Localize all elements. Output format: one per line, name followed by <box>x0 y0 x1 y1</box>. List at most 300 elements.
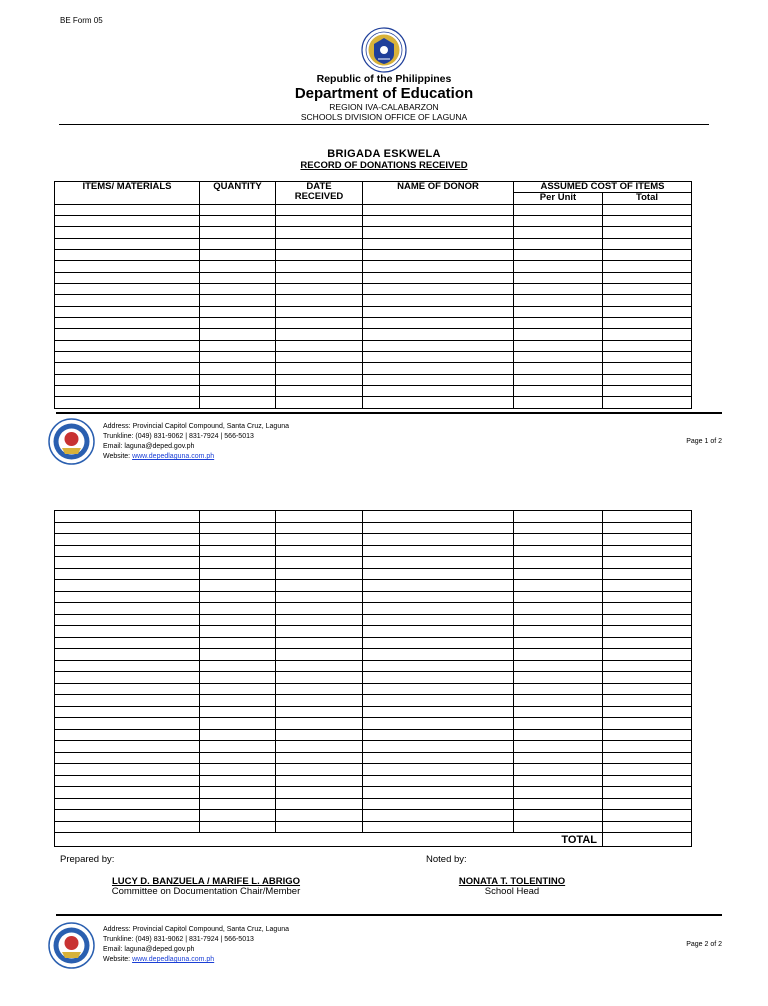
table-cell[interactable] <box>363 614 514 626</box>
table-cell[interactable] <box>276 821 363 833</box>
table-cell[interactable] <box>276 729 363 741</box>
table-cell[interactable] <box>200 672 276 684</box>
table-cell[interactable] <box>276 603 363 615</box>
table-cell[interactable] <box>603 204 692 215</box>
footer-divider-page2 <box>56 914 722 916</box>
table-cell[interactable] <box>200 764 276 776</box>
table-cell[interactable] <box>200 215 276 226</box>
table-cell[interactable] <box>514 660 603 672</box>
table-cell[interactable] <box>55 626 200 638</box>
table-cell[interactable] <box>363 557 514 569</box>
table-cell[interactable] <box>603 534 692 546</box>
noted-by-label: Noted by: <box>426 854 467 865</box>
table-cell[interactable] <box>276 249 363 260</box>
table-cell[interactable] <box>363 672 514 684</box>
table-cell[interactable] <box>200 557 276 569</box>
table-cell[interactable] <box>514 787 603 799</box>
table-cell[interactable] <box>514 522 603 534</box>
table-cell[interactable] <box>363 545 514 557</box>
table-cell[interactable] <box>363 227 514 238</box>
table-cell[interactable] <box>514 283 603 294</box>
table-cell[interactable] <box>363 511 514 523</box>
table-row <box>55 729 692 741</box>
table-cell[interactable] <box>276 810 363 822</box>
table-cell[interactable] <box>55 798 200 810</box>
table-cell[interactable] <box>276 374 363 385</box>
table-cell[interactable] <box>276 764 363 776</box>
table-cell[interactable] <box>200 614 276 626</box>
table-cell[interactable] <box>276 568 363 580</box>
table-cell[interactable] <box>200 363 276 374</box>
table-cell[interactable] <box>276 204 363 215</box>
division-logo-icon <box>48 418 95 465</box>
table-cell[interactable] <box>55 821 200 833</box>
table-cell[interactable] <box>603 672 692 684</box>
table-cell[interactable] <box>276 351 363 362</box>
table-cell[interactable] <box>603 557 692 569</box>
table-cell[interactable] <box>514 741 603 753</box>
table-cell[interactable] <box>514 695 603 707</box>
table-cell[interactable] <box>200 306 276 317</box>
table-cell[interactable] <box>276 317 363 328</box>
table-cell[interactable] <box>55 810 200 822</box>
table-cell[interactable] <box>55 374 200 385</box>
table-cell[interactable] <box>200 706 276 718</box>
table-cell[interactable] <box>55 363 200 374</box>
table-cell[interactable] <box>363 764 514 776</box>
footer-trunkline: Trunkline: (049) 831-9062 | 831-7924 | 566-5013 <box>103 936 254 943</box>
table-cell[interactable] <box>200 729 276 741</box>
table-cell[interactable] <box>514 810 603 822</box>
table-cell[interactable] <box>200 741 276 753</box>
table-cell[interactable] <box>55 534 200 546</box>
table-row <box>55 557 692 569</box>
table-cell[interactable] <box>603 810 692 822</box>
table-cell[interactable] <box>514 568 603 580</box>
table-cell[interactable] <box>55 545 200 557</box>
table-cell[interactable] <box>363 351 514 362</box>
table-row <box>55 649 692 661</box>
table-cell[interactable] <box>603 374 692 385</box>
table-cell[interactable] <box>200 580 276 592</box>
website-link[interactable]: www.depedlaguna.com.ph <box>132 453 215 460</box>
table-cell[interactable] <box>514 385 603 396</box>
table-cell[interactable] <box>603 706 692 718</box>
table-cell[interactable] <box>55 295 200 306</box>
table-cell[interactable] <box>276 329 363 340</box>
table-cell[interactable] <box>55 614 200 626</box>
table-cell[interactable] <box>603 385 692 396</box>
table-cell[interactable] <box>363 752 514 764</box>
table-row <box>55 215 692 226</box>
table-cell[interactable] <box>603 215 692 226</box>
table-cell[interactable] <box>276 706 363 718</box>
table-cell[interactable] <box>514 729 603 741</box>
total-value-cell[interactable] <box>603 833 692 847</box>
table-cell[interactable] <box>363 272 514 283</box>
table-cell[interactable] <box>514 614 603 626</box>
table-cell[interactable] <box>200 810 276 822</box>
table-cell[interactable] <box>55 568 200 580</box>
table-cell[interactable] <box>363 306 514 317</box>
table-cell[interactable] <box>200 683 276 695</box>
table-cell[interactable] <box>514 649 603 661</box>
table-row <box>55 534 692 546</box>
table-cell[interactable] <box>363 340 514 351</box>
table-cell[interactable] <box>55 591 200 603</box>
table-cell[interactable] <box>363 649 514 661</box>
table-cell[interactable] <box>276 385 363 396</box>
table-cell[interactable] <box>603 603 692 615</box>
table-cell[interactable] <box>276 522 363 534</box>
table-cell[interactable] <box>200 249 276 260</box>
table-cell[interactable] <box>514 545 603 557</box>
table-cell[interactable] <box>514 374 603 385</box>
table-cell[interactable] <box>603 637 692 649</box>
table-cell[interactable] <box>276 215 363 226</box>
table-row <box>55 295 692 306</box>
table-cell[interactable] <box>276 238 363 249</box>
table-cell[interactable] <box>276 787 363 799</box>
table-cell[interactable] <box>55 706 200 718</box>
table-cell[interactable] <box>55 603 200 615</box>
table-cell[interactable] <box>514 363 603 374</box>
table-cell[interactable] <box>603 821 692 833</box>
table-cell[interactable] <box>603 787 692 799</box>
table-cell[interactable] <box>276 545 363 557</box>
table-cell[interactable] <box>55 238 200 249</box>
table-cell[interactable] <box>514 306 603 317</box>
table-cell[interactable] <box>200 775 276 787</box>
table-cell[interactable] <box>276 798 363 810</box>
table-cell[interactable] <box>55 683 200 695</box>
table-cell[interactable] <box>363 798 514 810</box>
table-cell[interactable] <box>603 764 692 776</box>
table-cell[interactable] <box>514 718 603 730</box>
table-cell[interactable] <box>55 787 200 799</box>
table-cell[interactable] <box>276 626 363 638</box>
table-cell[interactable] <box>603 340 692 351</box>
table-cell[interactable] <box>200 798 276 810</box>
table-cell[interactable] <box>55 672 200 684</box>
table-cell[interactable] <box>514 821 603 833</box>
table-cell[interactable] <box>276 557 363 569</box>
table-cell[interactable] <box>603 295 692 306</box>
table-cell[interactable] <box>276 340 363 351</box>
table-cell[interactable] <box>603 317 692 328</box>
table-row <box>55 317 692 328</box>
table-cell[interactable] <box>55 329 200 340</box>
table-cell[interactable] <box>55 649 200 661</box>
table-cell[interactable] <box>603 545 692 557</box>
table-cell[interactable] <box>363 534 514 546</box>
table-cell[interactable] <box>514 672 603 684</box>
footer-trunkline: Trunkline: (049) 831-9062 | 831-7924 | 566-5013 <box>103 433 254 440</box>
table-cell[interactable] <box>55 775 200 787</box>
table-cell[interactable] <box>276 272 363 283</box>
table-cell[interactable] <box>514 261 603 272</box>
table-cell[interactable] <box>514 340 603 351</box>
table-cell[interactable] <box>55 764 200 776</box>
table-cell[interactable] <box>55 660 200 672</box>
table-cell[interactable] <box>55 385 200 396</box>
table-cell[interactable] <box>55 397 200 408</box>
table-cell[interactable] <box>55 351 200 362</box>
table-cell[interactable] <box>363 249 514 260</box>
table-cell[interactable] <box>363 603 514 615</box>
table-cell[interactable] <box>200 329 276 340</box>
table-cell[interactable] <box>200 603 276 615</box>
table-cell[interactable] <box>603 729 692 741</box>
table-cell[interactable] <box>603 272 692 283</box>
table-cell[interactable] <box>200 522 276 534</box>
table-cell[interactable] <box>363 215 514 226</box>
table-cell[interactable] <box>514 706 603 718</box>
table-cell[interactable] <box>276 295 363 306</box>
table-cell[interactable] <box>200 591 276 603</box>
table-cell[interactable] <box>200 752 276 764</box>
table-cell[interactable] <box>276 591 363 603</box>
table-cell[interactable] <box>363 204 514 215</box>
table-cell[interactable] <box>276 283 363 294</box>
table-cell[interactable] <box>363 261 514 272</box>
table-cell[interactable] <box>514 683 603 695</box>
table-cell[interactable] <box>514 626 603 638</box>
table-cell[interactable] <box>55 227 200 238</box>
noter-role: School Head <box>484 886 540 897</box>
table-cell[interactable] <box>514 775 603 787</box>
table-cell[interactable] <box>363 363 514 374</box>
table-cell[interactable] <box>200 718 276 730</box>
table-cell[interactable] <box>514 798 603 810</box>
table-cell[interactable] <box>55 272 200 283</box>
table-cell[interactable] <box>55 752 200 764</box>
table-cell[interactable] <box>514 238 603 249</box>
prepared-by-label: Prepared by: <box>60 854 115 865</box>
table-cell[interactable] <box>200 397 276 408</box>
table-cell[interactable] <box>363 522 514 534</box>
table-cell[interactable] <box>363 397 514 408</box>
table-cell[interactable] <box>55 637 200 649</box>
table-cell[interactable] <box>55 741 200 753</box>
table-cell[interactable] <box>363 695 514 707</box>
table-cell[interactable] <box>363 374 514 385</box>
table-cell[interactable] <box>514 637 603 649</box>
table-cell[interactable] <box>276 637 363 649</box>
table-cell[interactable] <box>603 752 692 764</box>
table-row <box>55 568 692 580</box>
table-cell[interactable] <box>514 557 603 569</box>
table-cell[interactable] <box>276 227 363 238</box>
deped-seal-icon <box>361 27 407 73</box>
table-cell[interactable] <box>55 261 200 272</box>
table-cell[interactable] <box>276 741 363 753</box>
table-cell[interactable] <box>276 580 363 592</box>
table-cell[interactable] <box>200 660 276 672</box>
table-cell[interactable] <box>603 363 692 374</box>
col-quantity: QUANTITY <box>200 182 276 205</box>
table-cell[interactable] <box>200 238 276 249</box>
table-cell[interactable] <box>363 821 514 833</box>
table-cell[interactable] <box>55 249 200 260</box>
table-cell[interactable] <box>200 204 276 215</box>
table-cell[interactable] <box>363 718 514 730</box>
table-cell[interactable] <box>363 787 514 799</box>
table-cell[interactable] <box>363 626 514 638</box>
table-cell[interactable] <box>603 261 692 272</box>
table-cell[interactable] <box>363 591 514 603</box>
table-cell[interactable] <box>276 683 363 695</box>
table-cell[interactable] <box>603 614 692 626</box>
header-divider <box>59 124 709 125</box>
table-cell[interactable] <box>603 660 692 672</box>
table-cell[interactable] <box>200 821 276 833</box>
table-cell[interactable] <box>276 672 363 684</box>
table-row <box>55 764 692 776</box>
table-cell[interactable] <box>276 397 363 408</box>
table-cell[interactable] <box>363 741 514 753</box>
table-cell[interactable] <box>200 787 276 799</box>
table-cell[interactable] <box>55 317 200 328</box>
table-cell[interactable] <box>55 306 200 317</box>
table-cell[interactable] <box>200 261 276 272</box>
table-cell[interactable] <box>276 718 363 730</box>
table-cell[interactable] <box>276 511 363 523</box>
table-cell[interactable] <box>603 718 692 730</box>
table-cell[interactable] <box>514 591 603 603</box>
table-cell[interactable] <box>200 695 276 707</box>
table-cell[interactable] <box>603 227 692 238</box>
table-cell[interactable] <box>603 683 692 695</box>
table-cell[interactable] <box>603 695 692 707</box>
table-cell[interactable] <box>363 295 514 306</box>
table-cell[interactable] <box>514 764 603 776</box>
table-cell[interactable] <box>200 374 276 385</box>
table-cell[interactable] <box>514 317 603 328</box>
table-cell[interactable] <box>200 626 276 638</box>
table-cell[interactable] <box>363 706 514 718</box>
table-cell[interactable] <box>363 283 514 294</box>
table-cell[interactable] <box>603 306 692 317</box>
table-cell[interactable] <box>55 511 200 523</box>
table-cell[interactable] <box>514 204 603 215</box>
table-row <box>55 261 692 272</box>
table-cell[interactable] <box>276 306 363 317</box>
table-cell[interactable] <box>603 238 692 249</box>
table-cell[interactable] <box>363 637 514 649</box>
table-cell[interactable] <box>55 718 200 730</box>
table-cell[interactable] <box>514 329 603 340</box>
table-row <box>55 591 692 603</box>
table-cell[interactable] <box>200 340 276 351</box>
table-cell[interactable] <box>603 522 692 534</box>
table-cell[interactable] <box>363 329 514 340</box>
table-cell[interactable] <box>603 591 692 603</box>
table-cell[interactable] <box>200 227 276 238</box>
table-cell[interactable] <box>363 580 514 592</box>
table-cell[interactable] <box>514 295 603 306</box>
table-cell[interactable] <box>514 272 603 283</box>
table-cell[interactable] <box>514 227 603 238</box>
table-cell[interactable] <box>276 660 363 672</box>
table-cell[interactable] <box>55 204 200 215</box>
website-link[interactable]: www.depedlaguna.com.ph <box>132 956 215 963</box>
table-cell[interactable] <box>363 810 514 822</box>
table-cell[interactable] <box>276 534 363 546</box>
table-cell[interactable] <box>514 215 603 226</box>
table-cell[interactable] <box>200 649 276 661</box>
table-cell[interactable] <box>514 752 603 764</box>
table-cell[interactable] <box>276 775 363 787</box>
table-cell[interactable] <box>363 775 514 787</box>
table-cell[interactable] <box>200 351 276 362</box>
table-cell[interactable] <box>200 534 276 546</box>
table-cell[interactable] <box>200 317 276 328</box>
table-cell[interactable] <box>276 695 363 707</box>
table-cell[interactable] <box>200 637 276 649</box>
table-cell[interactable] <box>200 283 276 294</box>
table-cell[interactable] <box>603 775 692 787</box>
table-cell[interactable] <box>514 534 603 546</box>
table-cell[interactable] <box>363 660 514 672</box>
table-cell[interactable] <box>363 729 514 741</box>
table-cell[interactable] <box>514 351 603 362</box>
table-cell[interactable] <box>514 511 603 523</box>
table-cell[interactable] <box>363 568 514 580</box>
table-cell[interactable] <box>276 261 363 272</box>
table-cell[interactable] <box>200 511 276 523</box>
table-cell[interactable] <box>55 522 200 534</box>
table-cell[interactable] <box>200 568 276 580</box>
table-cell[interactable] <box>603 351 692 362</box>
table-cell[interactable] <box>55 283 200 294</box>
table-cell[interactable] <box>363 385 514 396</box>
table-cell[interactable] <box>200 295 276 306</box>
table-cell[interactable] <box>55 557 200 569</box>
table-cell[interactable] <box>603 283 692 294</box>
table-cell[interactable] <box>363 238 514 249</box>
table-cell[interactable] <box>603 741 692 753</box>
table-cell[interactable] <box>603 397 692 408</box>
table-cell[interactable] <box>603 249 692 260</box>
table-cell[interactable] <box>603 329 692 340</box>
table-cell[interactable] <box>276 752 363 764</box>
table-cell[interactable] <box>276 614 363 626</box>
table-cell[interactable] <box>603 626 692 638</box>
table-cell[interactable] <box>514 603 603 615</box>
table-cell[interactable] <box>603 798 692 810</box>
table-cell[interactable] <box>603 568 692 580</box>
table-cell[interactable] <box>603 580 692 592</box>
table-cell[interactable] <box>603 511 692 523</box>
table-cell[interactable] <box>276 649 363 661</box>
table-cell[interactable] <box>514 397 603 408</box>
table-cell[interactable] <box>514 580 603 592</box>
table-cell[interactable] <box>55 695 200 707</box>
table-cell[interactable] <box>603 649 692 661</box>
table-cell[interactable] <box>276 363 363 374</box>
table-cell[interactable] <box>363 683 514 695</box>
table-cell[interactable] <box>55 729 200 741</box>
table-cell[interactable] <box>55 215 200 226</box>
table-cell[interactable] <box>55 340 200 351</box>
table-cell[interactable] <box>514 249 603 260</box>
table-cell[interactable] <box>55 580 200 592</box>
table-cell[interactable] <box>363 317 514 328</box>
table-cell[interactable] <box>200 385 276 396</box>
table-cell[interactable] <box>200 272 276 283</box>
table-cell[interactable] <box>200 545 276 557</box>
